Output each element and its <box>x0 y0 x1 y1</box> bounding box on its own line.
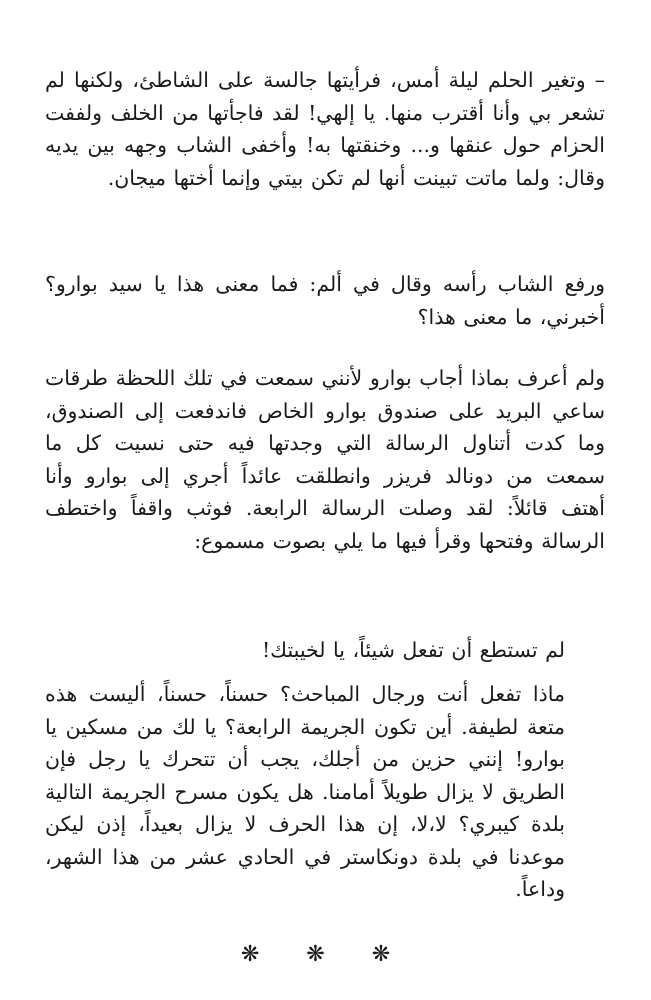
body-paragraph <box>45 64 605 194</box>
body-paragraph <box>45 268 605 333</box>
letter-body <box>45 678 565 906</box>
paragraph-text: ولم أعرف بماذا أجاب بوارو لأنني سمعت في تلك اللحظة طرقات ساعي البريد على صندوق بوارو الخاص فاندفعت إلى الصندوق، وما كدت أتناول الرسالة التي وجدتها فيه حتى نسيت كل ما سمعت من دونالد فريزر وانطلقت عائداً أجري إلى بوارو وأنا أهتف قائلاً: لقد وصلت الرسالة الرابعة. فوثب واقفاً واختطف الرسالة وفتحها وقرأ فيها ما يلي بصوت مسموع: <box>45 366 605 553</box>
body-paragraph <box>45 362 605 557</box>
paragraph-text: ورفع الشاب رأسه وقال في ألم: فما معنى هذا يا سيد بوارو؟ أخبرني، ما معنى هذا؟ <box>45 272 605 329</box>
paragraph-text: – وتغير الحلم ليلة أمس، فرأيتها جالسة على الشاطئ، ولكنها لم تشعر بي وأنا أقترب منها. يا إلهي! لقد فاجأتها من الخلف ولففت الحزام حول عنقها و... وخنقتها به! وأخفى الشاب وجهه بين يديه وقال: ولما ماتت تبينت أنها لم تكن بيتي وإنما أختها ميجان. <box>45 68 605 190</box>
letter-body-text: ماذا تفعل أنت ورجال المباحث؟ حسناً، حسناً، أليست هذه متعة لطيفة. أين تكون الجريمة الرابعة؟ يا لك من مسكين يا بوارو! إنني حزين من أجلك، يجب أن تتحرك يا رجل فإن الطريق لا يزال طويلاً أمامنا. هل يكون مسرح الجريمة التالية بلدة كيبري؟ لا،لا، إن هذا الحرف لا يزال بعيداً، إذن ليكن موعدنا في بلدة دونكاستر في الحادي عشر من هذا الشهر، وداعاً. <box>45 682 565 901</box>
section-separator: ❋ ❋ ❋ <box>240 942 411 967</box>
letter-opening-line <box>45 634 565 667</box>
letter-opening-text: لم تستطع أن تفعل شيئاً، يا لخيبتك! <box>261 638 565 662</box>
